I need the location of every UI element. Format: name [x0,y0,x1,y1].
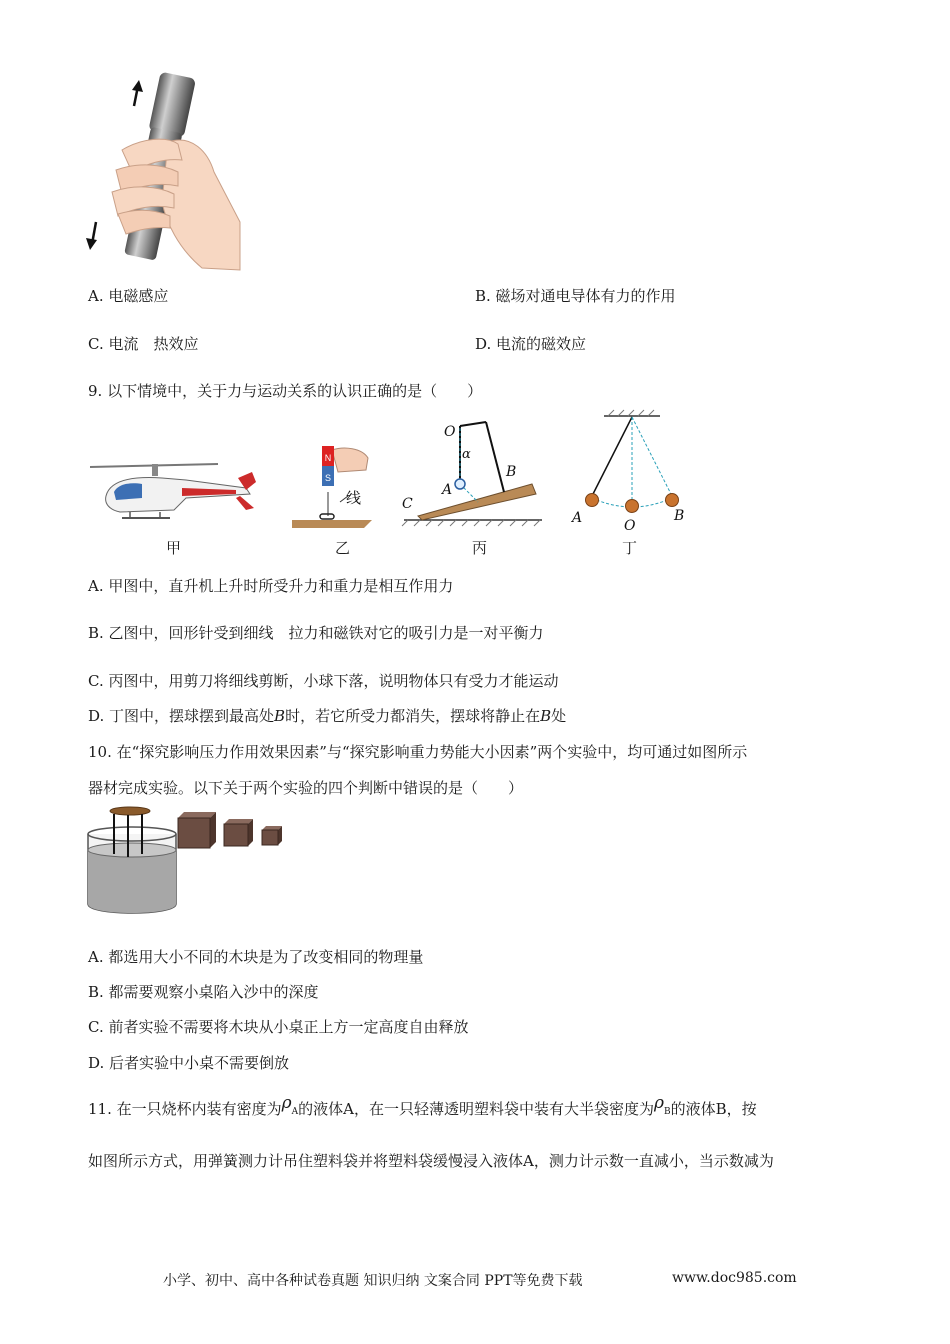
q11-line1-part1: 11. 在一只烧杯内装有密度为 [88,1100,282,1118]
footer-text: 小学、初中、高中各种试卷真题 知识归纳 文案合同 PPT等免费下载 [163,1273,583,1289]
hand-rod-figure [82,72,242,274]
arrow-down-icon [86,222,97,250]
q9-option-d-part3: 处 [551,707,567,725]
magnet-paperclip-figure [288,440,378,532]
q11-line1 [88,1093,757,1119]
q8-option-a: A. 电磁感应 [88,287,169,305]
q8-option-d: D. 电流的磁效应 [475,335,587,353]
sand-table-blocks-figure [84,802,290,918]
q9-option-d-part2: 时，若它所受力都消失，摆球将静止在 [285,707,541,725]
q9-option-d-part1: D. 丁图中，摆球摆到最高处 [88,707,275,725]
q10-option-b: B. 都需要观察小桌陷入沙中的深度 [88,983,319,1001]
q8-option-b: B. 磁场对通电导体有力的作用 [475,287,676,305]
caption-jia: 甲 [166,539,182,557]
pendulum-label-a: A [572,510,583,526]
q9-option-c: C. 丙图中，用剪刀将细线剪断，小球下落，说明物体只有受力才能运动 [88,672,559,690]
label-b: B [506,464,517,480]
q11-line2: 如图所示方式，用弹簧测力计吊住塑料袋并将塑料袋缓慢浸入液体A，测力计示数一直减小，当示数减为 [88,1152,774,1170]
block-small [262,826,282,845]
label-c: C [402,496,413,512]
thread-label: 线 [346,489,362,507]
q11-line1-part2: 的液体A，在一只轻薄透明塑料袋中装有大半袋密度为 [298,1100,654,1118]
q10-option-a: A. 都选用大小不同的木块是为了改变相同的物理量 [88,948,424,966]
q10-option-d: D. 后者实验中小桌不需要倒放 [88,1054,290,1072]
q11-line1-part3: 的液体B，按 [670,1100,757,1118]
caption-ding: 丁 [622,539,638,557]
rho-a-subscript: A [291,1107,299,1117]
block-large [178,812,216,848]
helicopter-figure [86,458,266,530]
block-medium [224,819,253,846]
label-a: A [442,482,453,498]
arrow-up-icon [132,80,143,106]
rho-b-subscript: B [663,1107,671,1117]
q10-stem-line1: 10. 在“探究影响压力作用效果因素”与“探究影响重力势能大小因素”两个实验中，均可通过如图所示 [88,743,748,761]
label-alpha: α [462,447,471,462]
q10-stem-line2: 器材完成实验。以下关于两个实验的四个判断中错误的是（ ） [88,779,524,797]
magnet-s-label: S [324,473,332,483]
pendulum-label-b: B [674,508,685,524]
q9-option-a: A. 甲图中，直升机上升时所受升力和重力是相互作用力 [88,577,454,595]
q9-option-b: B. 乙图中，回形针受到细线 拉力和磁铁对它的吸引力是一对平衡力 [88,624,544,642]
q9-stem: 9. 以下情境中，关于力与运动关系的认识正确的是（ ） [88,382,483,400]
incline-ball-figure [398,418,546,530]
rho-b-symbol: ρ [653,1093,664,1113]
q9-option-d-b2: B [540,707,552,725]
q9-option-d-b1: B [274,707,286,725]
caption-bing: 丙 [472,539,488,557]
label-o: O [444,424,456,440]
q8-option-c: C. 电流 热效应 [88,335,199,353]
pendulum-figure [566,408,696,532]
rho-a-symbol: ρ [281,1093,292,1113]
magnet-n-label: N [324,453,332,463]
caption-yi: 乙 [335,539,351,557]
pendulum-label-o: O [624,518,636,532]
footer-url[interactable]: www.doc985.com [672,1270,797,1286]
q9-option-d [88,705,566,726]
q10-option-c: C. 前者实验不需要将木块从小桌正上方一定高度自由释放 [88,1018,469,1036]
